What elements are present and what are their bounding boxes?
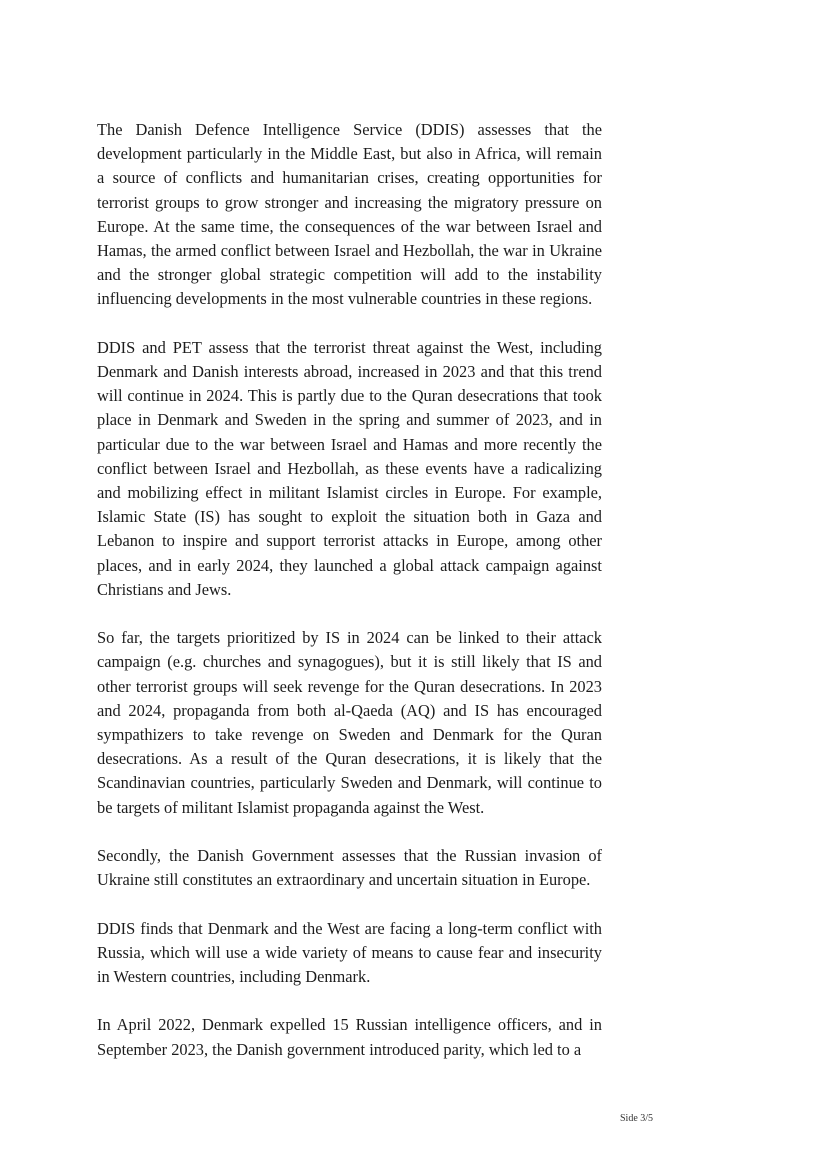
document-body bbox=[97, 118, 602, 1062]
paragraph-ddis-assessment: The Danish Defence Intelligence Service (DDIS) assesses that the development particularly in the Middle East, but also in Africa, will remain a source of conflicts and humanitarian crises, creating opportunities for terrorist groups to grow stronger and increasing the migratory pressure on Europe. At the same time, the consequences of the war between Israel and Hamas, the armed conflict between Israel and Hezbollah, the war in Ukraine and the stronger global strategic competition will add to the instability influencing developments in the most vulnerable countries in these regions. bbox=[97, 120, 602, 309]
page-number: Side 3/5 bbox=[620, 1113, 654, 1124]
paragraph-russian-invasion: Secondly, the Danish Government assesses that the Russian invasion of Ukraine still constitutes an extraordinary and uncertain situation in Europe. bbox=[97, 846, 602, 890]
paragraph-terrorist-threat: DDIS and PET assess that the terrorist threat against the West, including Denmark and Danish interests abroad, increased in 2023 and that this trend will continue in 2024. This is partly due to the Quran desecrations that took place in Denmark and Sweden in the spring and summer of 2023, and in particular due to the war between Israel and Hamas and more recently the conflict between Israel and Hezbollah, as these events have a radicalizing and mobilizing effect in militant Islamist circles in Europe. For example, Islamic State (IS) has sought to exploit the situation both in Gaza and Lebanon to inspire and support terrorist attacks in Europe, among other places, and in early 2024, they launched a global attack campaign against Christians and Jews. bbox=[97, 337, 602, 599]
paragraph-long-term-conflict: DDIS finds that Denmark and the West are facing a long-term conflict with Russia, which will use a wide variety of means to cause fear and insecurity in Western countries, including Denmark. bbox=[97, 918, 602, 987]
paragraph-expelled-officers: In April 2022, Denmark expelled 15 Russian intelligence officers, and in September 2023, the Danish government introduced parity, which led to a bbox=[97, 1015, 602, 1059]
paragraph-is-targets: So far, the targets prioritized by IS in 2024 can be linked to their attack campaign (e.g. churches and synagogues), but it is still likely that IS and other terrorist groups will seek revenge for the Quran desecrations. In 2023 and 2024, propaganda from both al-Qaeda (AQ) and IS has encouraged sympathizers to take revenge on Sweden and Denmark for the Quran desecrations. As a result of the Quran desecrations, it is likely that the Scandinavian countries, particularly Sweden and Denmark, will continue to be targets of militant Islamist propaganda against the West. bbox=[97, 628, 602, 817]
